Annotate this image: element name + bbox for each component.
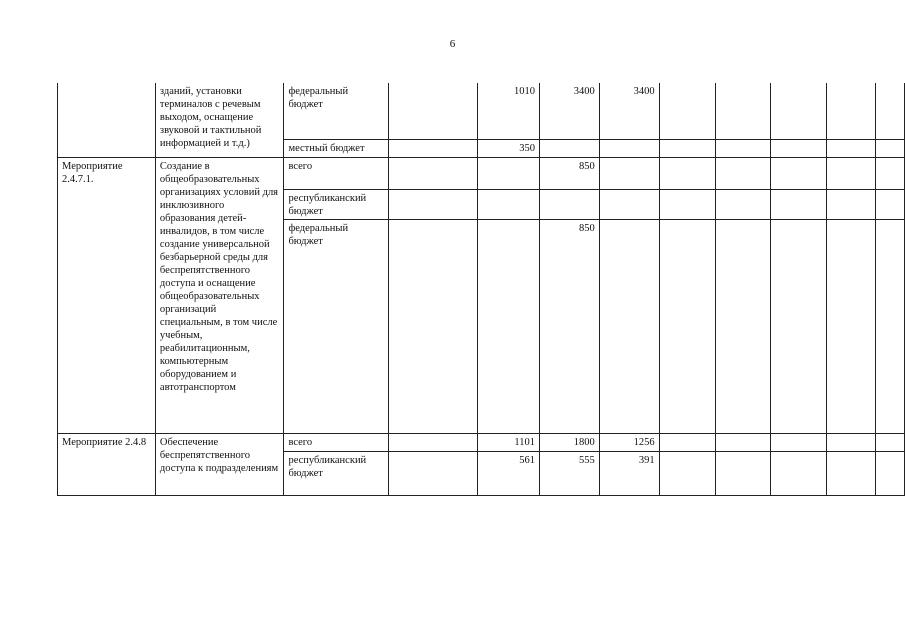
empty-cell [659,83,716,139]
value-cell: 3400 [539,83,599,139]
empty-cell [389,83,478,139]
empty-cell [770,157,827,189]
empty-cell [716,83,771,139]
empty-cell [659,189,716,219]
empty-cell [770,83,827,139]
empty-cell [876,189,905,219]
empty-cell [389,157,478,189]
empty-cell [876,83,905,139]
empty-cell [599,189,659,219]
empty-cell [770,219,827,433]
value-cell: 1101 [478,433,540,451]
empty-cell [827,219,876,433]
value-cell: 1010 [478,83,540,139]
empty-cell [389,451,478,495]
description-cell: зданий, установки терминалов с речевым выходом, оснащение звуковой и тактильной информацией и т.д.) [155,83,284,157]
empty-cell [478,157,540,189]
value-cell: 1256 [599,433,659,451]
empty-cell [827,83,876,139]
funding-source-cell: всего [284,433,389,451]
empty-cell [599,219,659,433]
empty-cell [659,433,716,451]
empty-cell [716,451,771,495]
empty-cell [389,433,478,451]
empty-cell [389,219,478,433]
event-cell: Мероприятие 2.4.7.1. [58,157,156,433]
empty-cell [599,157,659,189]
empty-cell [876,157,905,189]
empty-cell [716,433,771,451]
empty-cell [716,157,771,189]
event-cell: Мероприятие 2.4.8 [58,433,156,495]
empty-cell [827,139,876,157]
value-cell: 3400 [599,83,659,139]
value-cell: 555 [539,451,599,495]
description-cell: Обеспечение беспрепятственного доступа к подразделениям [155,433,284,495]
event-cell [58,83,156,157]
empty-cell [539,139,599,157]
empty-cell [770,139,827,157]
empty-cell [770,451,827,495]
empty-cell [876,139,905,157]
table-row [58,433,905,451]
empty-cell [659,451,716,495]
value-cell: 850 [539,219,599,433]
empty-cell [389,139,478,157]
empty-cell [659,219,716,433]
empty-cell [827,189,876,219]
empty-cell [770,433,827,451]
empty-cell [876,433,905,451]
budget-table [57,83,905,496]
table-row [58,83,905,139]
empty-cell [478,189,540,219]
empty-cell [659,157,716,189]
empty-cell [599,139,659,157]
empty-cell [827,433,876,451]
page-number: 6 [449,38,456,50]
empty-cell [478,219,540,433]
value-cell: 350 [478,139,540,157]
funding-source-cell: местный бюджет [284,139,389,157]
funding-source-cell: республиканский бюджет [284,451,389,495]
empty-cell [659,139,716,157]
funding-source-cell: республиканский бюджет [284,189,389,219]
value-cell: 850 [539,157,599,189]
funding-source-cell: федеральный бюджет [284,219,389,433]
empty-cell [716,219,771,433]
table-row [58,157,905,189]
empty-cell [827,451,876,495]
description-cell: Создание в общеобразовательных организациях условий для инклюзивного образования детей-инвалидов, в том числе создание универсальной безбарьерной среды для беспрепятственного доступа и оснащение общеобразовательных организаций специальным, в том числе учебным, реабилитационным, компьютерным оборудованием и автотранспортом [155,157,284,433]
empty-cell [716,189,771,219]
value-cell: 561 [478,451,540,495]
empty-cell [876,451,905,495]
value-cell: 391 [599,451,659,495]
funding-source-cell: федеральный бюджет [284,83,389,139]
empty-cell [770,189,827,219]
value-cell: 1800 [539,433,599,451]
empty-cell [827,157,876,189]
empty-cell [876,219,905,433]
empty-cell [716,139,771,157]
funding-source-cell: всего [284,157,389,189]
empty-cell [539,189,599,219]
empty-cell [389,189,478,219]
